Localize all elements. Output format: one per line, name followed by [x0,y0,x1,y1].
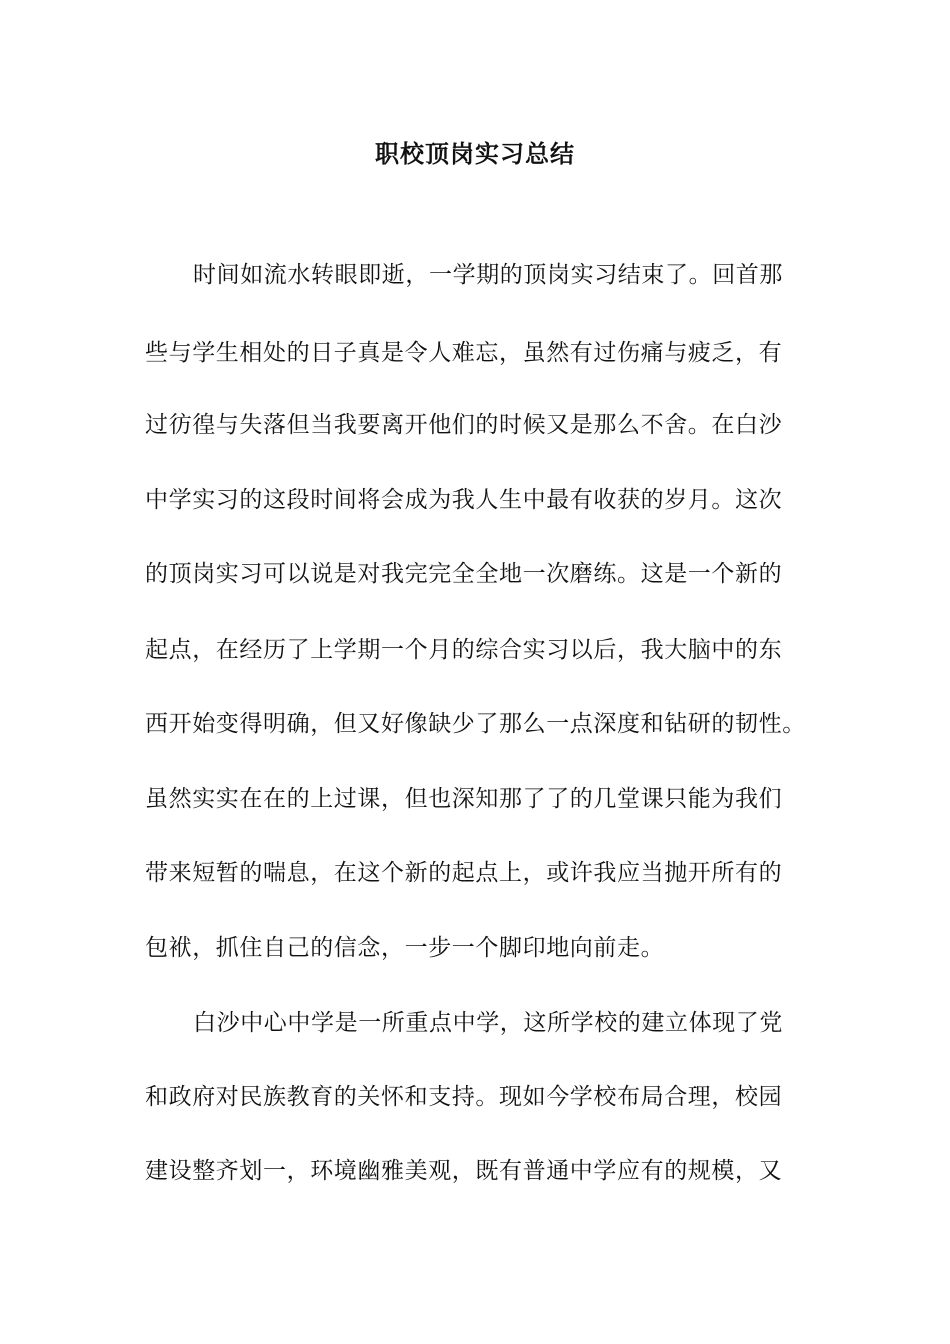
paragraph-1-line-10: 包袱，抓住自己的信念，一步一个脚印地向前走。 [145,935,665,961]
paragraph-1-line-1: 时间如流水转眼即逝，一学期的顶岗实习结束了。回首那 [193,262,783,288]
paragraph-2-line-2: 和政府对民族教育的关怀和支持。现如今学校布局合理，校园 [145,1084,783,1110]
document-title: 职校顶岗实习总结 [375,139,575,168]
paragraph-1-line-6: 起点，在经历了上学期一个月的综合实习以后，我大脑中的东 [145,637,783,663]
paragraph-1-line-2: 些与学生相处的日子真是令人难忘，虽然有过伤痛与疲乏，有 [145,340,783,366]
paragraph-1-line-8: 虽然实实在在的上过课，但也深知那了了的几堂课只能为我们 [145,786,783,812]
paragraph-2-line-1: 白沙中心中学是一所重点中学，这所学校的建立体现了党 [193,1010,783,1036]
paragraph-1-line-3: 过彷徨与失落但当我要离开他们的时候又是那么不舍。在白沙 [145,412,783,438]
paragraph-1-line-4: 中学实习的这段时间将会成为我人生中最有收获的岁月。这次 [145,487,783,513]
paragraph-1-line-5: 的顶岗实习可以说是对我完完全全地一次磨练。这是一个新的 [145,561,783,587]
paragraph-1-line-9: 带来短暂的喘息，在这个新的起点上，或许我应当抛开所有的 [145,860,783,886]
paragraph-2-line-3: 建设整齐划一，环境幽雅美观，既有普通中学应有的规模，又 [145,1158,783,1184]
paragraph-1-line-7: 西开始变得明确，但又好像缺少了那么一点深度和钻研的韧性。 [145,711,806,737]
